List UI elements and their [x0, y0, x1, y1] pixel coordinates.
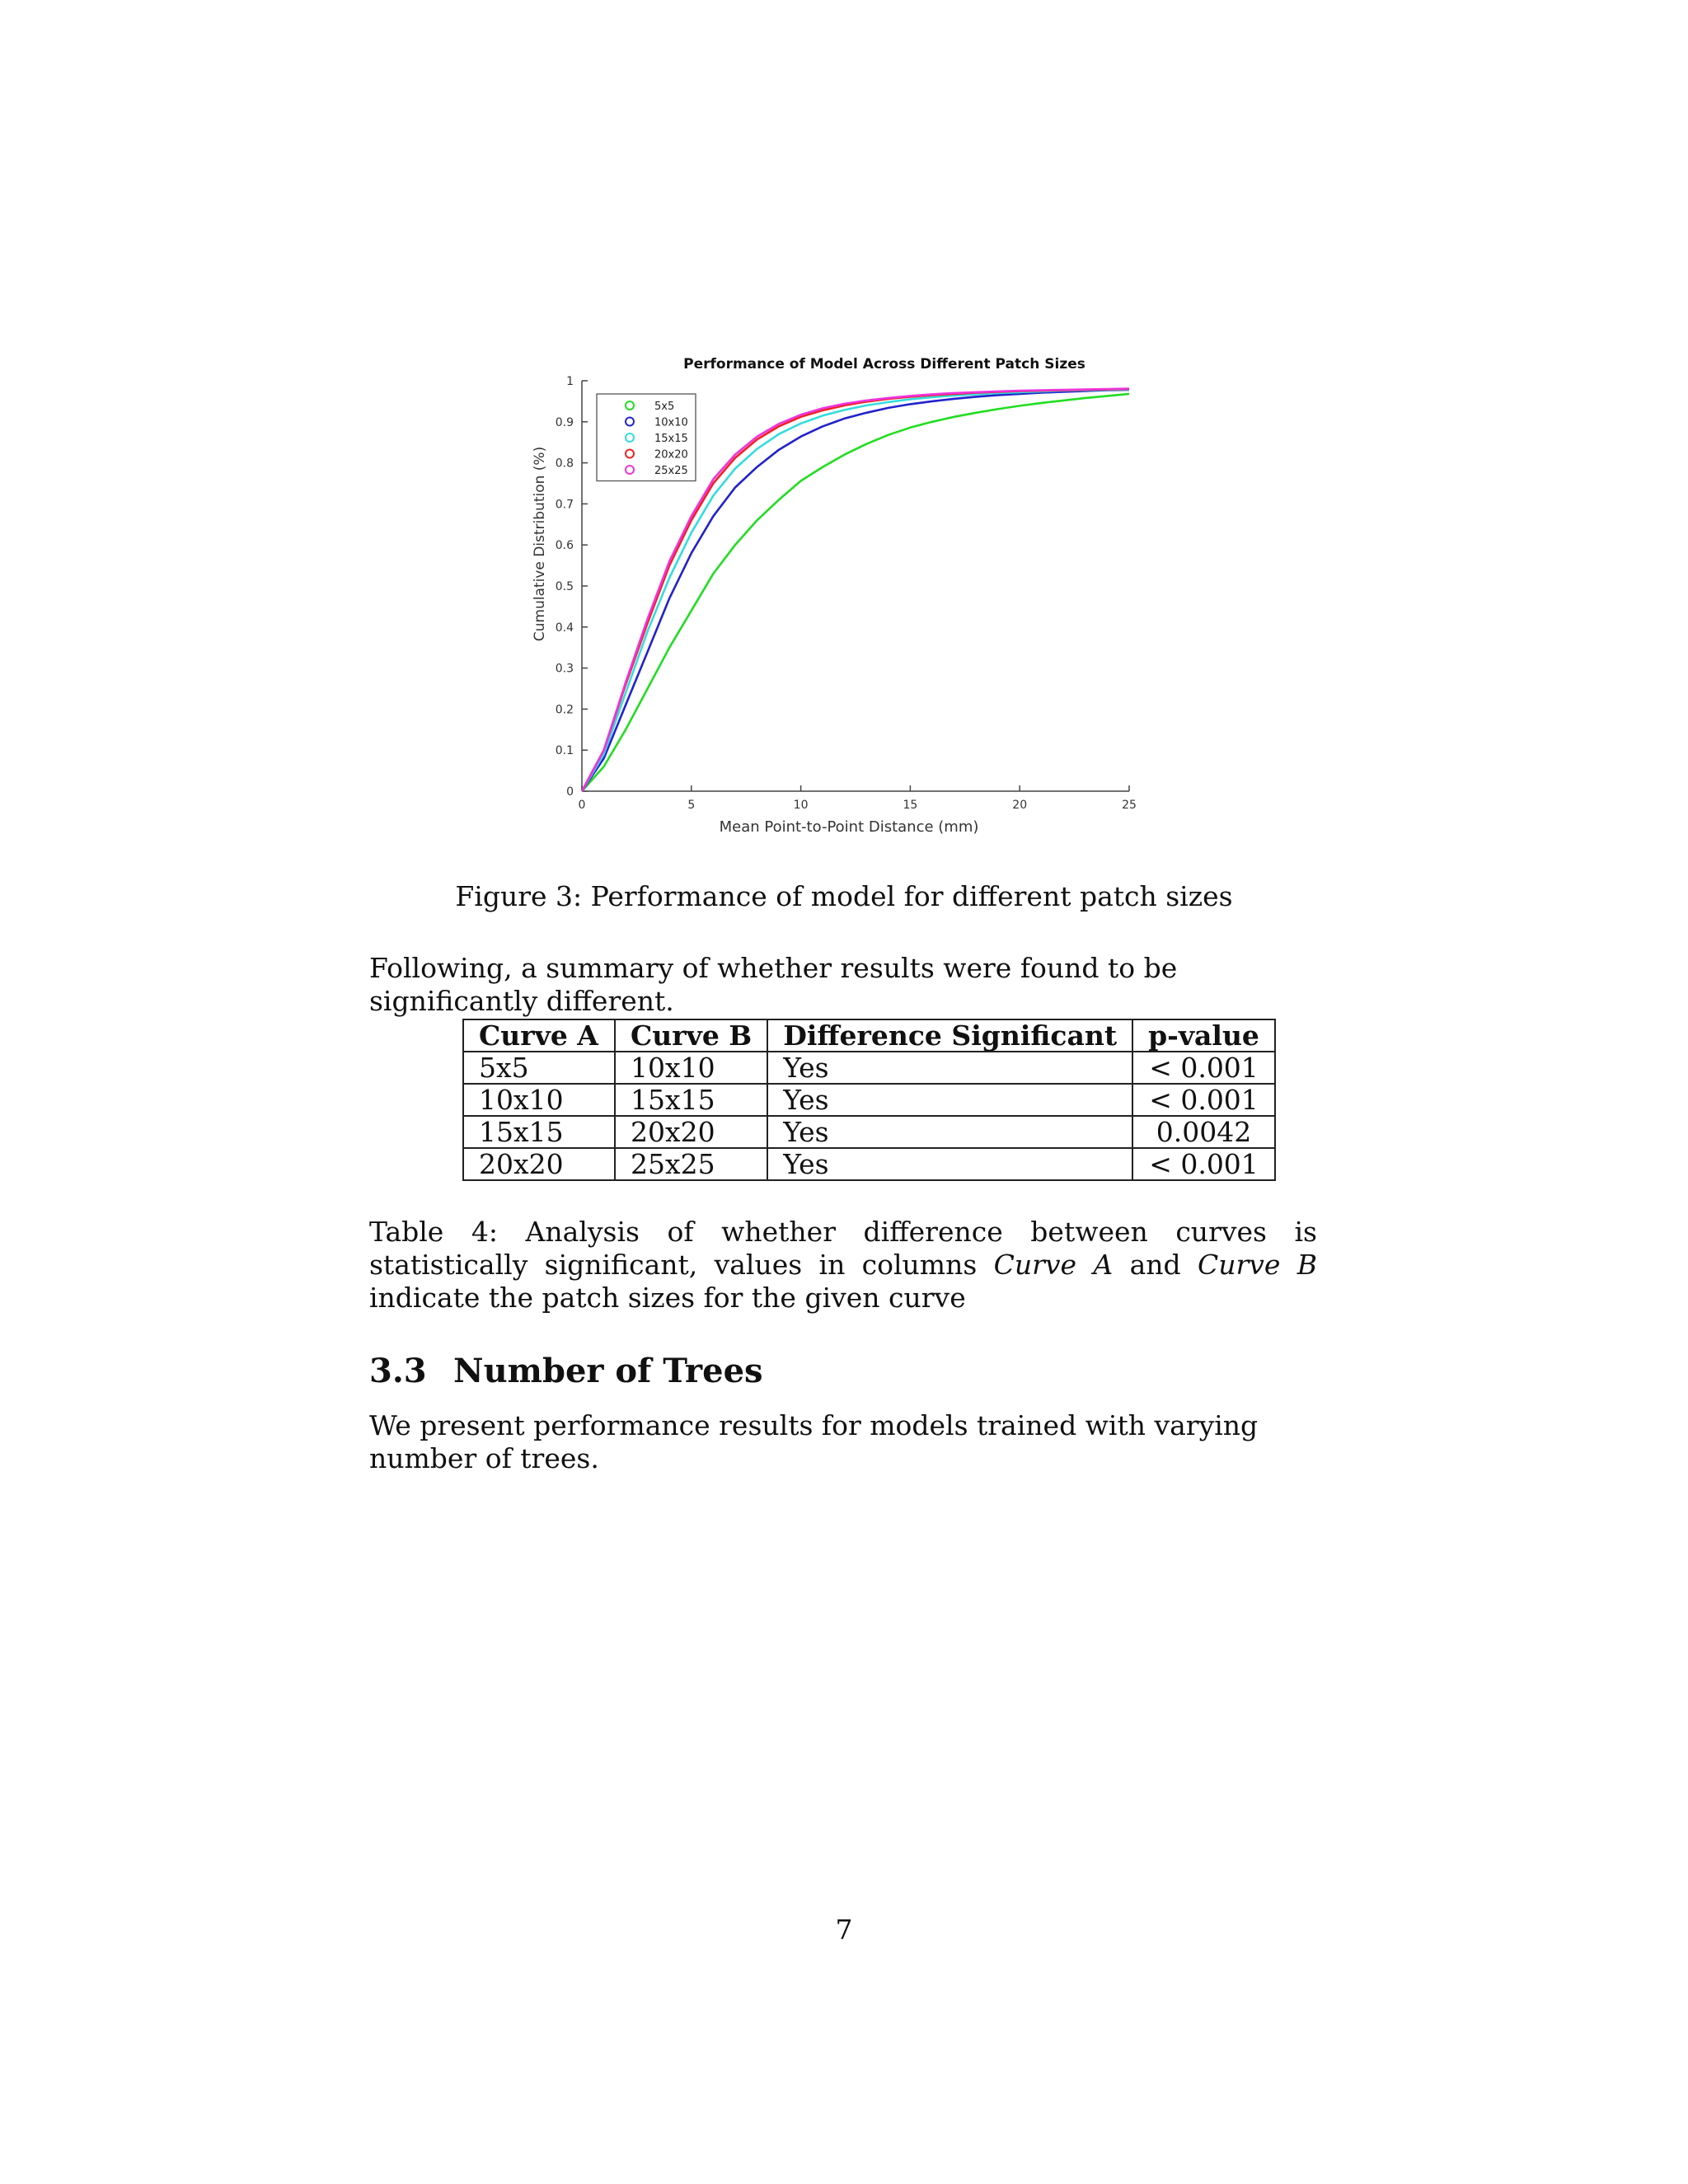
cell-curve-b: 10x10: [615, 1052, 767, 1084]
x-tick-label: 20: [1012, 799, 1028, 812]
legend-label-10x10: 10x10: [654, 416, 688, 429]
chart-title: Performance of Model Across Different Patch Sizes: [683, 356, 1085, 373]
cell-p-value: < 0.001: [1132, 1148, 1275, 1180]
table-header-row: [463, 1019, 1275, 1052]
y-tick-label: 1: [566, 375, 574, 388]
y-tick-label: 0.7: [555, 498, 574, 512]
x-axis-label: Mean Point-to-Point Distance (mm): [719, 818, 979, 836]
cell-p-value: 0.0042: [1132, 1116, 1275, 1148]
figure-caption: Figure 3: Performance of model for different patch sizes: [455, 880, 1233, 912]
cell-significant: Yes: [767, 1148, 1132, 1180]
table-caption: [369, 1216, 1317, 1315]
table-caption-em-curve-a: Curve A: [993, 1249, 1114, 1281]
cell-curve-b: 25x25: [615, 1148, 767, 1180]
legend-label-25x25: 25x25: [654, 465, 688, 477]
table-caption-em-curve-b: Curve B: [1197, 1249, 1317, 1281]
y-tick-label: 0.3: [555, 662, 574, 676]
significance-table: [462, 1019, 1276, 1181]
x-tick-label: 25: [1122, 799, 1137, 812]
chart-legend: [597, 394, 696, 481]
legend-label-5x5: 5x5: [654, 401, 675, 413]
cell-significant: Yes: [767, 1116, 1132, 1148]
y-tick-label: 0.2: [555, 703, 574, 717]
cell-curve-a: 20x20: [463, 1148, 615, 1180]
cell-p-value: < 0.001: [1132, 1084, 1275, 1116]
y-tick-label: 0.1: [555, 744, 574, 758]
cell-curve-b: 15x15: [615, 1084, 767, 1116]
table-row: [463, 1116, 1275, 1148]
cell-curve-a: 10x10: [463, 1084, 615, 1116]
page-number: 7: [835, 1914, 853, 1946]
table-row: [463, 1084, 1275, 1116]
cell-curve-a: 15x15: [463, 1116, 615, 1148]
legend-label-20x20: 20x20: [654, 448, 688, 462]
paragraph-number-of-trees: We present performance results for models trained with varying number of trees.: [369, 1409, 1259, 1474]
y-tick-label: 0.4: [555, 621, 574, 635]
table-row: [463, 1148, 1275, 1180]
cell-significant: Yes: [767, 1052, 1132, 1084]
header-p-value: p-value: [1132, 1019, 1275, 1052]
y-tick-label: 0.8: [555, 457, 574, 471]
legend-label-15x15: 15x15: [654, 433, 688, 445]
x-tick-label: 15: [903, 799, 918, 812]
section-title: Number of Trees: [453, 1352, 763, 1390]
section-heading: [369, 1352, 763, 1390]
table-caption-mid: and: [1113, 1249, 1198, 1281]
y-tick-label: 0.6: [555, 539, 574, 553]
y-tick-label: 0.5: [555, 580, 574, 593]
y-tick-label: 0.9: [555, 415, 574, 429]
y-axis-label: Cumulative Distribution (%): [532, 446, 548, 642]
paragraph-summary-intro: Following, a summary of whether results were found to be significantly different.: [369, 952, 1178, 1017]
x-tick-label: 0: [578, 799, 586, 812]
section-number: 3.3: [369, 1352, 427, 1390]
cell-curve-a: 5x5: [463, 1052, 615, 1084]
cell-curve-b: 20x20: [615, 1116, 767, 1148]
table-caption-prefix: Table 4: Analysis of whether difference between curves is statistically significant, values in columns: [369, 1216, 1317, 1281]
header-curve-b: Curve B: [615, 1019, 767, 1052]
y-tick-label: 0: [566, 785, 574, 799]
x-tick-label: 5: [687, 799, 696, 812]
figure-chart: [511, 346, 1154, 841]
x-tick-label: 10: [793, 799, 809, 812]
header-difference-significant: Difference Significant: [767, 1019, 1132, 1052]
table-row: [463, 1052, 1275, 1084]
header-curve-a: Curve A: [463, 1019, 615, 1052]
cell-significant: Yes: [767, 1084, 1132, 1116]
table-caption-suffix: indicate the patch sizes for the given curve: [369, 1282, 966, 1314]
cell-p-value: < 0.001: [1132, 1052, 1275, 1084]
